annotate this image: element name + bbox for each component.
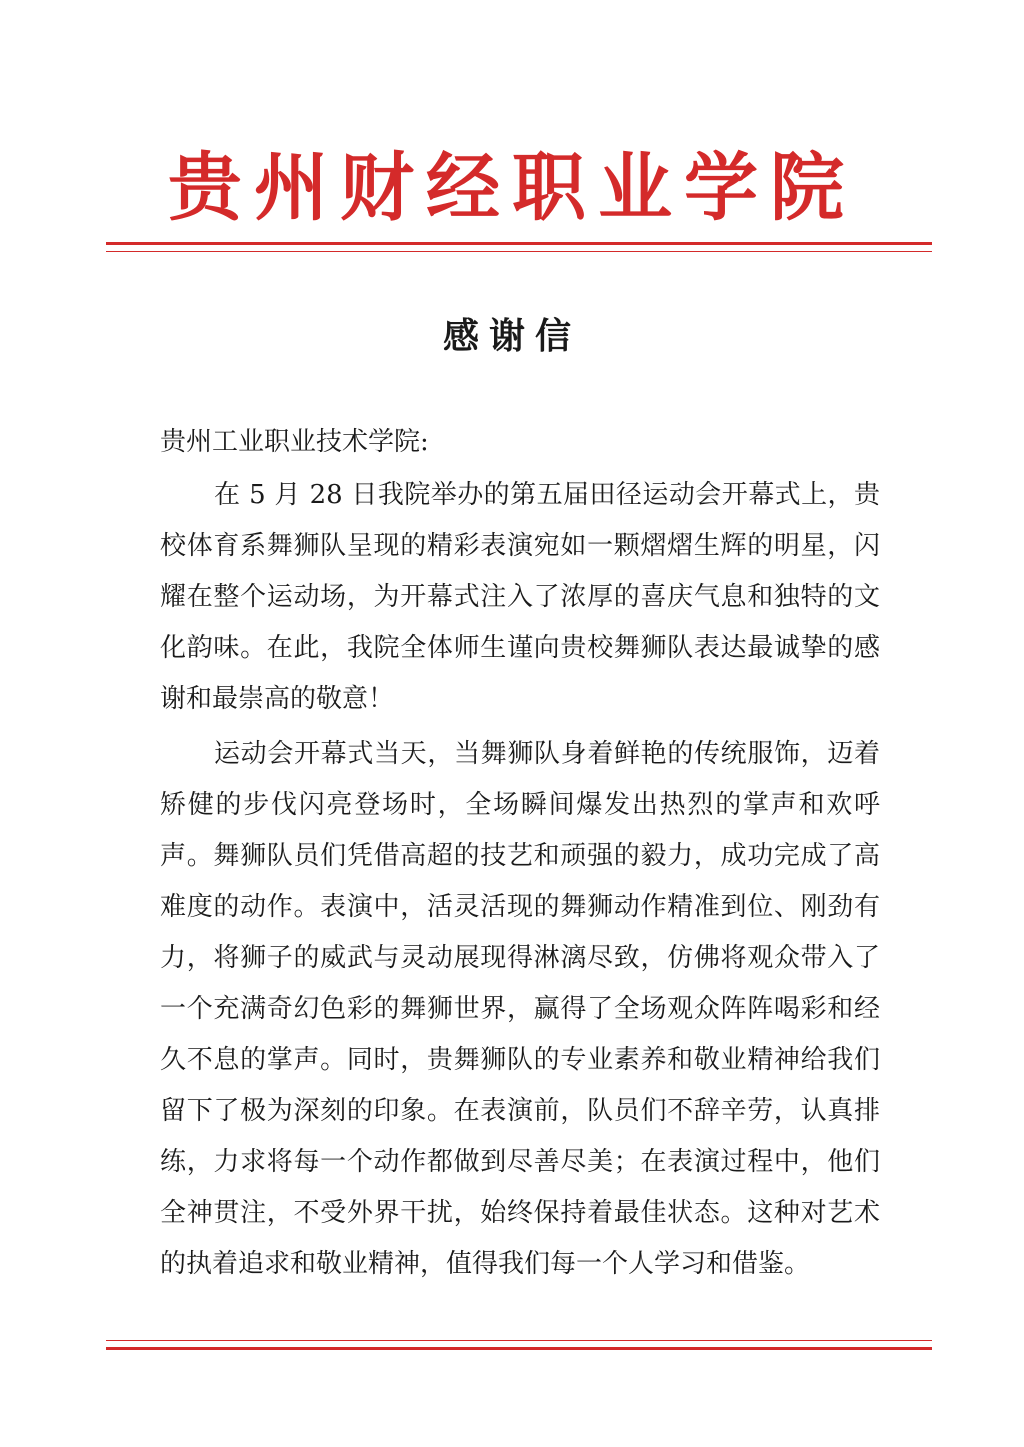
footer-divider-thin: [106, 1340, 932, 1341]
footer-divider: [106, 1347, 932, 1350]
letter-body: [160, 470, 880, 1294]
letter-salutation: 贵州工业职业技术学院:: [160, 427, 429, 457]
letter-paragraph: 运动会开幕式当天，当舞狮队身着鲜艳的传统服饰，迈着矫健的步伐闪亮登场时，全场瞬间爆发出热烈的掌声和欢呼声。舞狮队员们凭借高超的技艺和顽强的毅力，成功完成了高难度的动作。表演中，活灵活现的舞狮动作精准到位、刚劲有力，将狮子的威武与灵动展现得淋漓尽致，仿佛将观众带入了一个充满奇幻色彩的舞狮世界，赢得了全场观众阵阵喝彩和经久不息的掌声。同时，贵舞狮队的专业素养和敬业精神给我们留下了极为深刻的印象。在表演前，队员们不辞辛劳，认真排练，力求将每一个动作都做到尽善尽美；在表演过程中，他们全神贯注，不受外界干扰，始终保持着最佳状态。这种对艺术的执着追求和敬业精神，值得我们每一个人学习和借鉴。: [160, 739, 880, 1279]
letterhead-divider-top: [106, 242, 932, 245]
letterhead-title: 贵州财经职业学院: [168, 145, 856, 231]
letter-paragraph: 在 5 月 28 日我院举办的第五届田径运动会开幕式上，贵校体育系舞狮队呈现的精彩表演宛如一颗熠熠生辉的明星，闪耀在整个运动场，为开幕式注入了浓厚的喜庆气息和独特的文化韵味。在此，我院全体师生谨向贵校舞狮队表达最诚挚的感谢和最崇高的敬意！: [160, 480, 880, 714]
letterhead-divider-top-thin: [106, 251, 932, 252]
letter-title: 感谢信: [442, 315, 581, 357]
